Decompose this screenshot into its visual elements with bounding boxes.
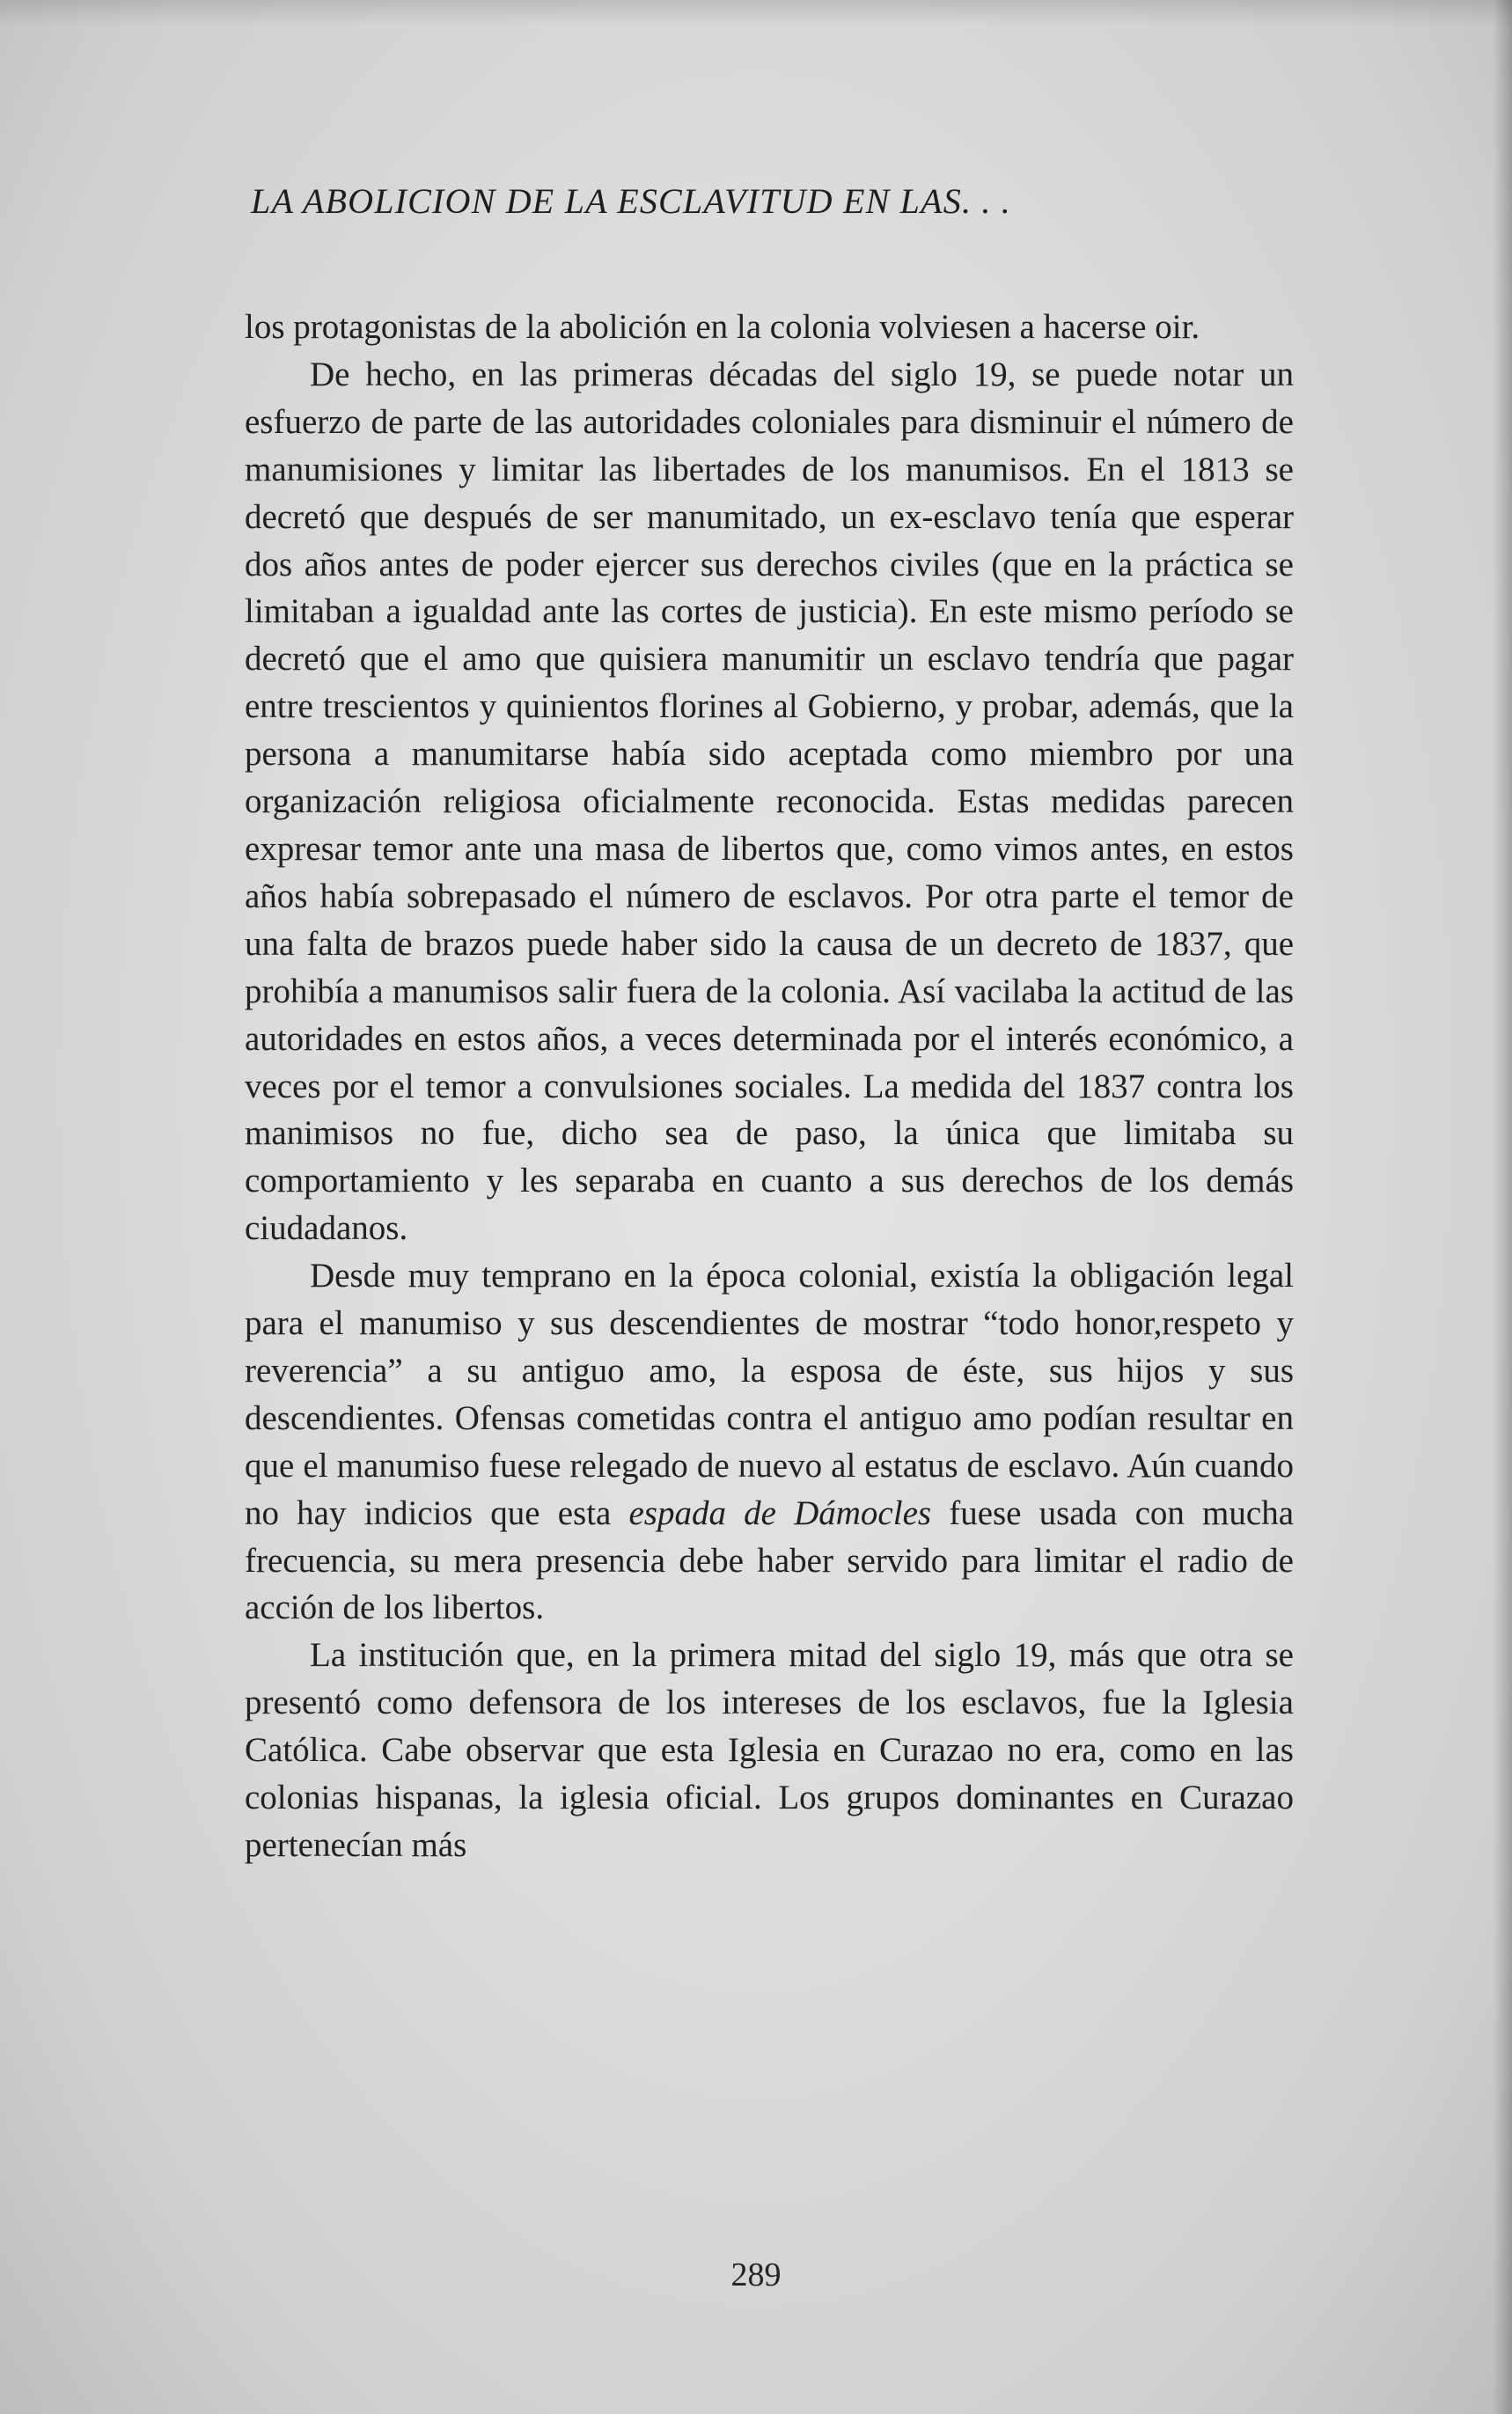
paragraph-3-text-a: Desde muy temprano en la época colonial, existía la obligación legal para el manumiso y sus descendientes de mostrar “todo honor,respeto y reverencia” a su antiguo amo, la esposa de éste, sus hijos y sus descendientes. Ofensas cometidas contra el antiguo amo podían resultar en que el manumiso fuese relegado de nuevo al estatus de esclavo. Aún cuando no hay indicios que esta — [245, 1257, 1294, 1532]
running-head: LA ABOLICION DE LA ESCLAVITUD EN LAS. . . — [251, 181, 1011, 221]
paragraph-4: La institución que, en la primera mitad del siglo 19, más que otra se presentó como defensora de los intereses de los esclavos, fue la Iglesia Católica. Cabe observar que esta Iglesia en Curazao no era, como en las colonias hispanas, la iglesia oficial. Los grupos dominantes en Curazao pertenecían más — [245, 1636, 1294, 1864]
page-right-shadow — [1493, 0, 1512, 2414]
paragraph-3-text-b: fuese usada con mucha frecuencia, su mera presencia debe haber servido para limitar el radio de acción de los libertos. — [245, 1493, 1295, 1627]
paragraph-3 — [245, 1252, 1294, 1632]
body-text — [245, 304, 1294, 1869]
paragraph-2: De hecho, en las primeras décadas del siglo 19, se puede notar un esfuerzo de parte de las autoridades coloniales para disminuir el número de manumisiones y limitar las libertades de los manumisos. En el 1813 se decretó que después de ser manumitado, un ex-esclavo tenía que esperar dos años antes de poder ejercer sus derechos civiles (que en la práctica se limitaban a igualdad ante las cortes de justicia). En este mismo período se decretó que el amo que quisiera manumitir un esclavo tendría que pagar entre trescientos y quinientos florines al Gobierno, y probar, además, que la persona a manumitarse había sido aceptada como miembro por una organización religiosa oficialmente reconocida. Estas medidas parecen expresar temor ante una masa de libertos que, como vimos antes, en estos años había sobrepasado el número de esclavos. Por otra parte el temor de una falta de brazos puede haber sido la causa de un decreto de 1837, que prohibía a manumisos salir fuera de la colonia. Así vacilaba la actitud de las autoridades en estos años, a veces determinada por el interés económico, a veces por el temor a convulsiones sociales. La medida del 1837 contra los manimisos no fue, dicho sea de paso, la única que limitaba su comportamiento y les separaba en cuanto a sus derechos de los demás ciudadanos. — [245, 355, 1294, 1248]
page-number: 289 — [730, 2256, 782, 2293]
page-top-shadow — [0, 0, 1512, 26]
paragraph-3-italic-phrase: espada de Dámocles — [628, 1493, 932, 1532]
paragraph-1: los protagonistas de la abolición en la colonia volviesen a hacerse oir. — [245, 308, 1200, 346]
